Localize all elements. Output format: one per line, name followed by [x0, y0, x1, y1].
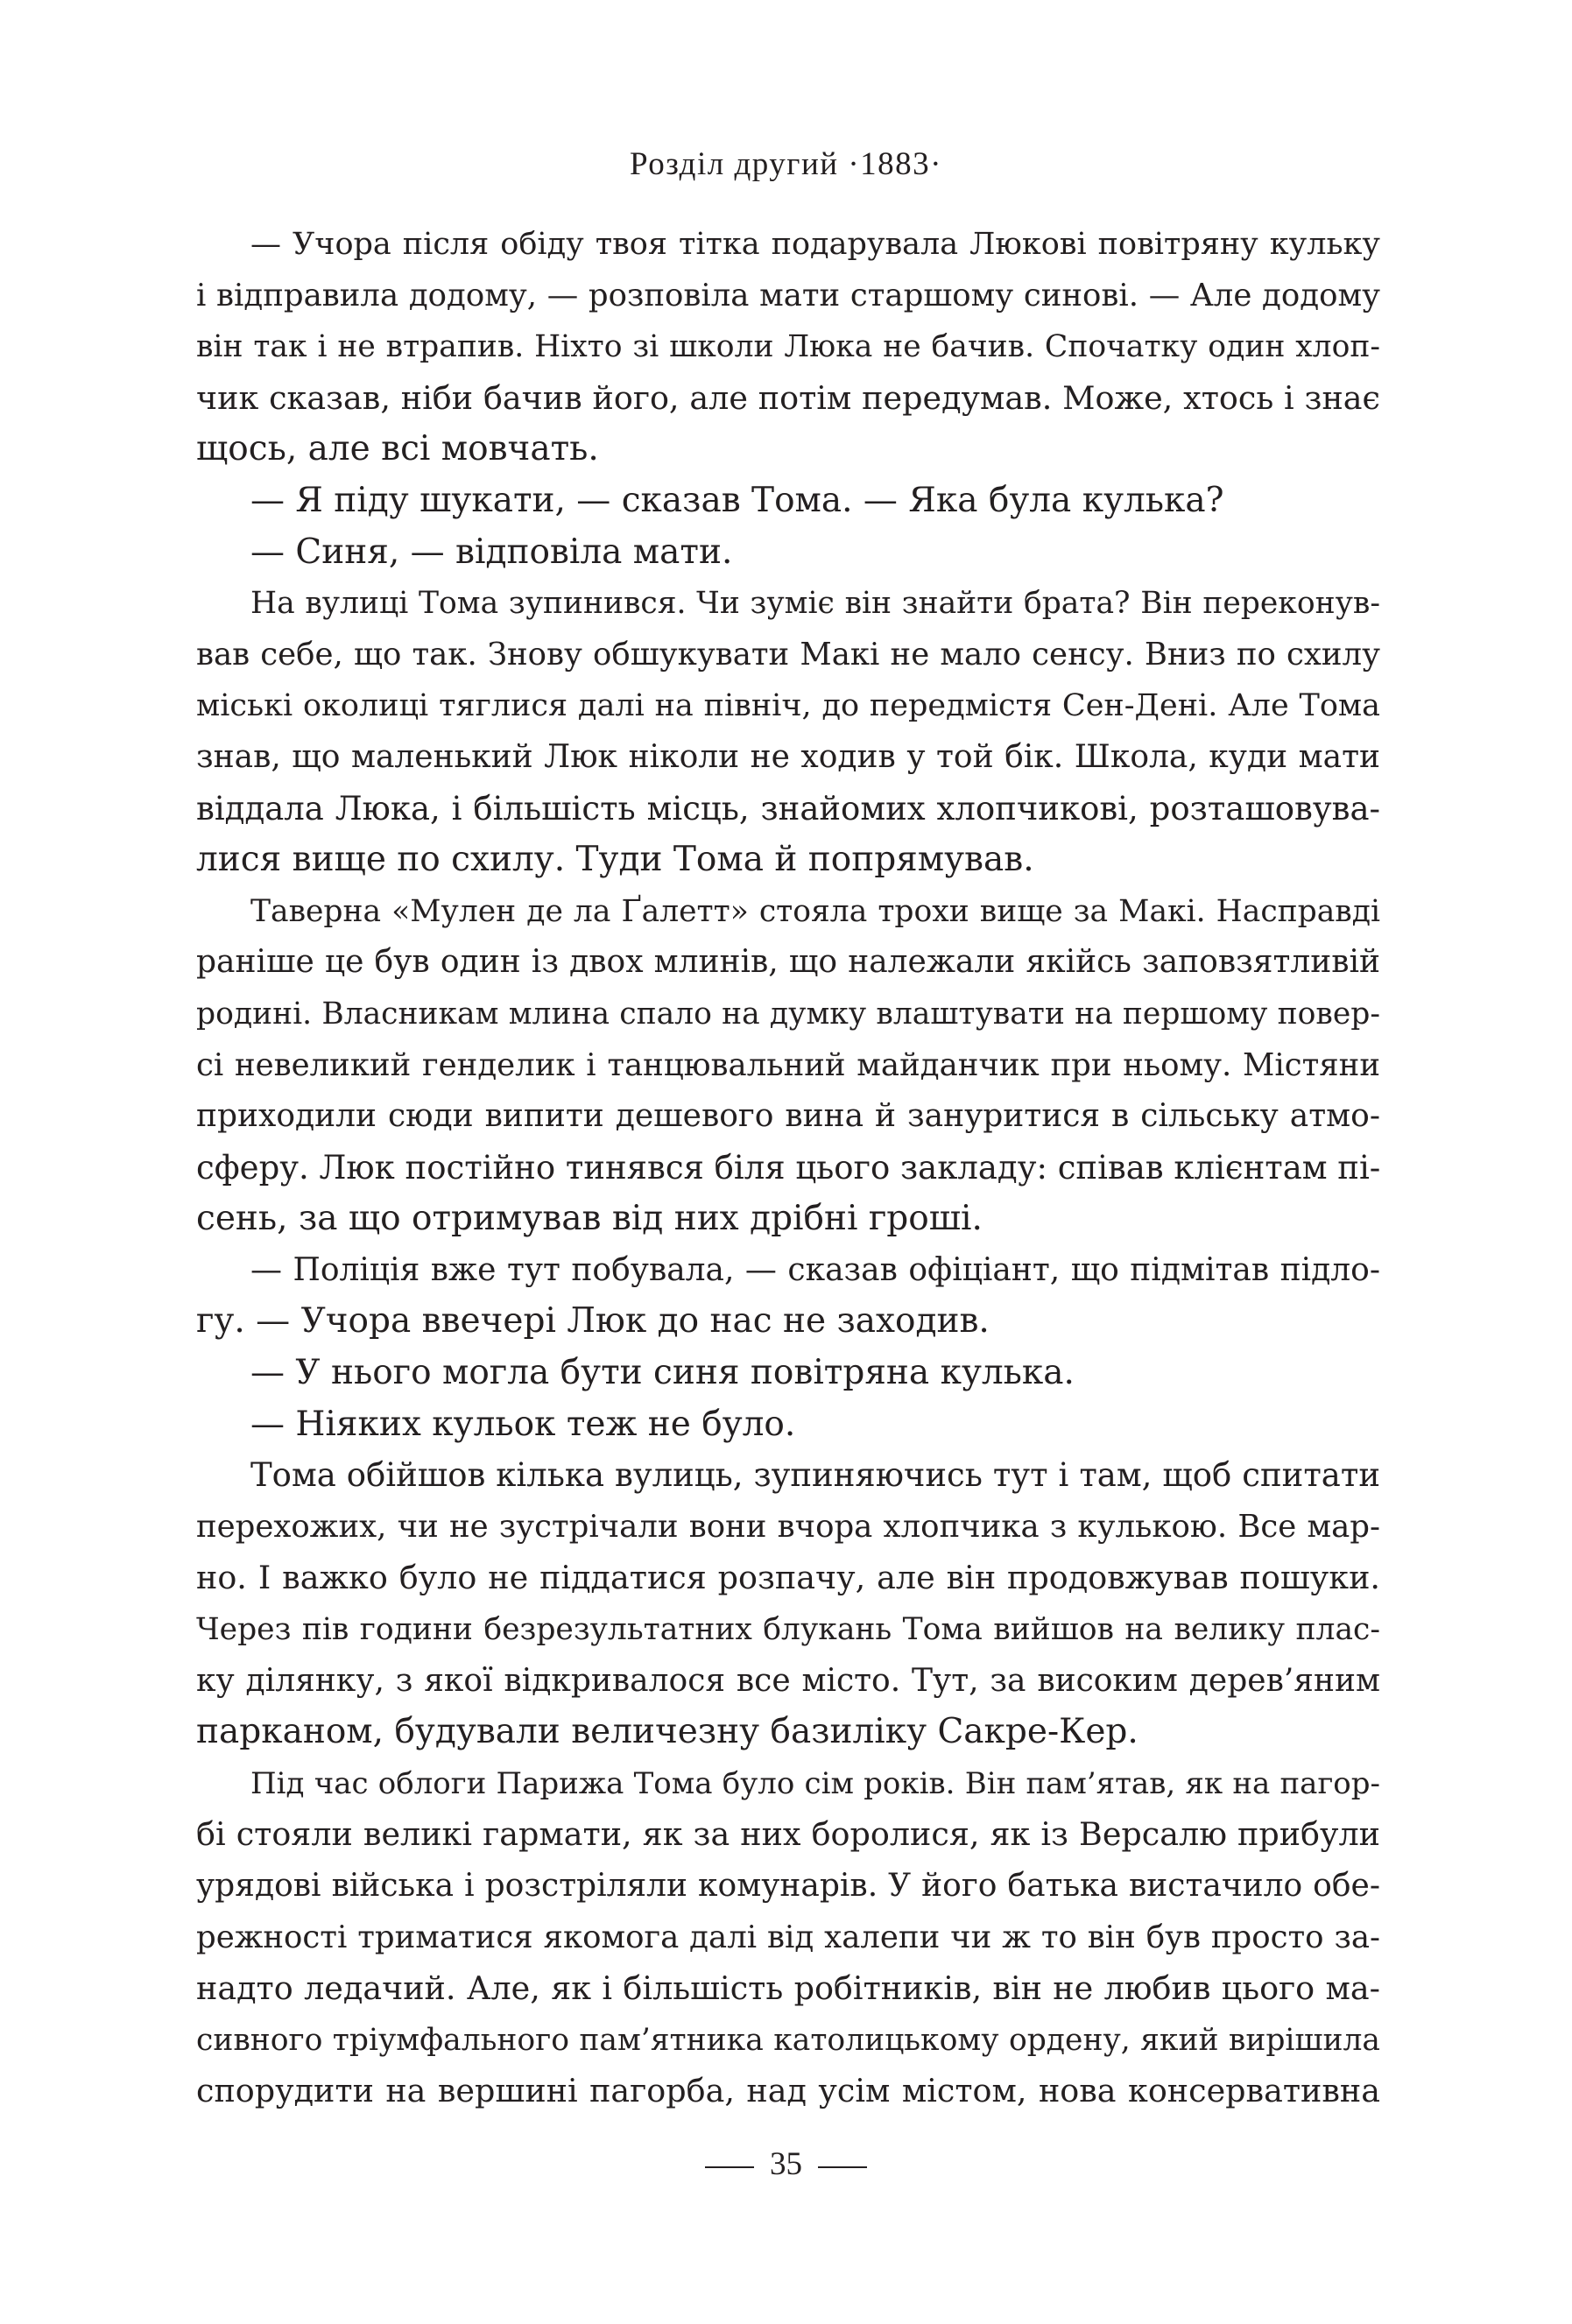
page-number [0, 2147, 1572, 2182]
running-head: Розділ другий ·1883· [630, 146, 942, 182]
folio-dash-left [705, 2166, 754, 2168]
text-line: перехожих, чи не зустрічали вони вчора хлопчика з кулькою. Все мар- [196, 1508, 1380, 1545]
text-line: урядові війська і розстріляли комунарів. У його батька вистачило обе- [196, 1868, 1380, 1904]
text-line: сферу. Люк постійно тинявся біля цього закладу: співав клієнтам пі- [196, 1148, 1380, 1187]
text-line: — Ніяких кульок теж не було. [250, 1404, 796, 1444]
text-line: парканом, будували величезну базиліку Сакре-Кер. [196, 1712, 1138, 1752]
text-line: надто ледачий. Але, як і більшість робітників, він не любив цього ма- [196, 1969, 1380, 2008]
text-line: Через пів години безрезультатних блукань Тома вийшов на велику плас- [196, 1612, 1380, 1648]
text-line: чик сказав, ніби бачив його, але потім передумав. Може, хтось і знає [196, 378, 1380, 417]
text-line: сень, за що отримував від них дрібні гроші. [196, 1199, 983, 1239]
text-line: він так і не втрапив. Ніхто зі школи Люка не бачив. Спочатку один хлоп- [196, 329, 1380, 365]
text-line: — Поліція вже тут побувала, — сказав офіціант, що підмітав підло- [250, 1251, 1380, 1288]
text-line: віддала Люка, і більшість місць, знайомих хлопчикові, розташовува- [196, 789, 1380, 827]
text-line: Тома обійшов кілька вулиць, зупиняючись тут і там, щоб спитати [250, 1456, 1380, 1495]
text-line: спорудити на вершині пагорба, над усім містом, нова консервативна [196, 2072, 1380, 2110]
text-line: міські околиці тяглися далі на північ, до передмістя Сен-Дені. Але Тома [196, 688, 1380, 724]
text-line: знав, що маленький Люк ніколи не ходив у той бік. Школа, куди мати [196, 738, 1380, 775]
text-line: — Синя, — відповіла мати. [250, 532, 733, 572]
text-line: вав себе, що так. Знову обшукувати Макі не мало сенсу. Вниз по схилу [196, 636, 1380, 673]
text-line: приходили сюди випити дешевого вина й зануритися в сільську атмо- [196, 1098, 1380, 1135]
text-line: лися вище по схилу. Туди Тома й попрямував. [196, 840, 1034, 880]
text-line: — Я піду шукати, — сказав Тома. — Яка була кулька? [250, 480, 1224, 520]
text-line: но. І важко було не піддатися розпачу, але він продовжував пошуки. [196, 1559, 1380, 1597]
text-line: щось, але всі мовчать. [196, 429, 599, 469]
text-line: і відправила додому, — розповіла мати старшому синові. — Але додому [196, 277, 1380, 313]
text-line: — У нього могла бути синя повітряна кулька. [250, 1353, 1075, 1393]
text-line: бі стояли великі гармати, як за них боролися, як із Версалю прибули [196, 1815, 1380, 1854]
text-line: Таверна «Мулен де ла Ґалетт» стояла трохи вище за Макі. Насправді [250, 893, 1380, 929]
body-text [196, 219, 1380, 2117]
page-number-value: 35 [770, 2146, 802, 2182]
text-line: Під час облоги Парижа Тома було сім років. Він пам’ятав, як на пагор- [250, 1765, 1380, 1801]
text-line: режності триматися якомога далі від халепи чи ж то він був просто за- [196, 1919, 1380, 1955]
text-line: родині. Власникам млина спало на думку влаштувати на першому повер- [196, 996, 1380, 1032]
text-line: гу. — Учора ввечері Люк до нас не заходив. [196, 1301, 990, 1342]
text-line: сивного тріумфального пам’ятника католицькому ордену, який вирішила [196, 2022, 1380, 2058]
text-line: — Учора після обіду твоя тітка подарувала Люкові повітряну кульку [250, 227, 1380, 262]
text-line: ку ділянку, з якої відкривалося все місто. Тут, за високим дерев’яним [196, 1662, 1380, 1699]
folio-dash-right [818, 2166, 867, 2168]
text-line: На вулиці Тома зупинився. Чи зуміє він знайти брата? Він переконув- [250, 586, 1380, 622]
text-line: сі невеликий генделик і танцювальний майданчик при ньому. Містяни [196, 1046, 1380, 1083]
text-line: раніше це був один із двох млинів, що належали якійсь заповзятливій [196, 944, 1380, 981]
